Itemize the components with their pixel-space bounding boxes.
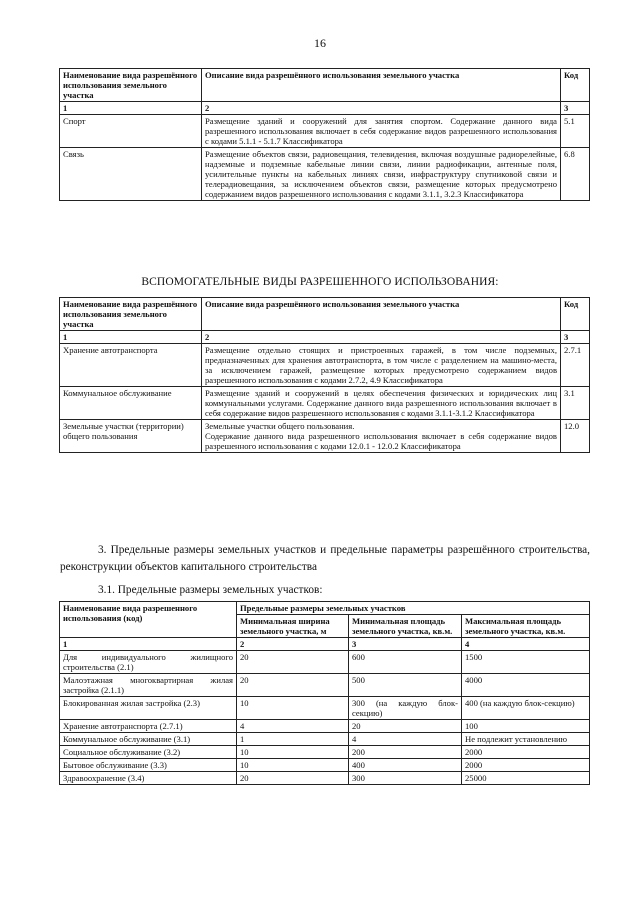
col-header-code: Код <box>561 298 590 331</box>
min-area: 500 <box>349 674 462 697</box>
col-header-group: Предельные размеры земельных участков <box>237 602 590 615</box>
use-code: 2.7.1 <box>561 344 590 387</box>
min-area: 200 <box>349 746 462 759</box>
col-number: 1 <box>60 638 237 651</box>
table-row <box>60 387 590 420</box>
col-header-code: Код <box>561 69 590 102</box>
col-header-name: Наименование вида разрешённого использования земельного участка <box>60 69 202 102</box>
col-header-name: Наименование вида разрешенного использования (код) <box>60 602 237 638</box>
use-name: Малоэтажная многоквартирная жилая застройка (2.1.1) <box>60 674 237 697</box>
min-area: 4 <box>349 733 462 746</box>
col-header-description: Описание вида разрешённого использования земельного участка <box>202 298 561 331</box>
max-area: 2000 <box>462 759 590 772</box>
auxiliary-uses-table <box>59 297 590 453</box>
table-row <box>60 733 590 746</box>
use-name: Коммунальное обслуживание (3.1) <box>60 733 237 746</box>
use-code: 12.0 <box>561 420 590 453</box>
table-row <box>60 697 590 720</box>
use-name: Для индивидуального жилищного строительства (2.1) <box>60 651 237 674</box>
table-row <box>60 674 590 697</box>
table-row <box>60 420 590 453</box>
section-3-1-paragraph: 3.1. Предельные размеры земельных участков: <box>98 584 323 596</box>
min-width: 10 <box>237 759 349 772</box>
min-width: 20 <box>237 651 349 674</box>
use-name: Блокированная жилая застройка (2.3) <box>60 697 237 720</box>
plot-size-limits-table <box>59 601 590 785</box>
use-name: Бытовое обслуживание (3.3) <box>60 759 237 772</box>
col-header-max-area: Максимальная площадь земельного участка, кв.м. <box>462 615 590 638</box>
use-name: Спорт <box>60 115 202 148</box>
use-name: Социальное обслуживание (3.2) <box>60 746 237 759</box>
table-row <box>60 148 590 201</box>
max-area: 2000 <box>462 746 590 759</box>
col-number: 4 <box>462 638 590 651</box>
col-header-min-area: Минимальная площадь земельного участка, кв.м. <box>349 615 462 638</box>
col-number: 3 <box>349 638 462 651</box>
col-header-name: Наименование вида разрешённого использования земельного участка <box>60 298 202 331</box>
max-area: 25000 <box>462 772 590 785</box>
col-header-description: Описание вида разрешённого использования земельного участка <box>202 69 561 102</box>
max-area: 4000 <box>462 674 590 697</box>
use-name: Хранение автотранспорта <box>60 344 202 387</box>
description-line: Содержание данного вида разрешенного использования включает в себя содержание видов разрешенного использования с кодами 12.0.1 - 12.0.2 Классификатора <box>205 431 557 451</box>
col-number: 3 <box>561 331 590 344</box>
section-3-paragraph: 3. Предельные размеры земельных участков и предельные параметры разрешённого строительства, реконструкции объектов капитального строительства <box>60 544 590 573</box>
auxiliary-uses-heading: ВСПОМОГАТЕЛЬНЫЕ ВИДЫ РАЗРЕШЕННОГО ИСПОЛЬЗОВАНИЯ: <box>141 276 499 288</box>
use-description: Размещение зданий и сооружений для занятия спортом. Содержание данного вида разрешенного использования включает в себя содержание видов разрешенного использования с кодами 5.1.1 - 5.1.7 Классификатора <box>202 115 561 148</box>
use-description: Размещение объектов связи, радиовещания, телевидения, включая воздушные радиорелейные, надземные и подземные кабельные линии связи, линии радиофикации, антенные поля, усилительные пункты на кабельных линиях связи, инфраструктуру спутниковой связи и телерадиовещания, за исключением объектов связи, размещение которых предусмотрено содержанием видов разрешенного использования с кодами 3.1.1, 3.2.3 Классификатора <box>202 148 561 201</box>
min-width: 10 <box>237 697 349 720</box>
table-row <box>60 720 590 733</box>
use-name: Хранение автотранспорта (2.7.1) <box>60 720 237 733</box>
table-row <box>60 772 590 785</box>
col-number: 2 <box>237 638 349 651</box>
col-header-min-width: Минимальная ширина земельного участка, м <box>237 615 349 638</box>
use-code: 6.8 <box>561 148 590 201</box>
use-description <box>202 420 561 453</box>
use-name: Здравоохранение (3.4) <box>60 772 237 785</box>
use-description: Размещение отдельно стоящих и пристроенных гаражей, в том числе подземных, предназначенных для хранения автотранспорта, в том числе с разделением на машино-места, за исключением гаражей, размещение которых предусмотрено содержанием видов разрешенного использования с кодами 2.7.2, 4.9 Классификатора <box>202 344 561 387</box>
use-code: 3.1 <box>561 387 590 420</box>
min-width: 1 <box>237 733 349 746</box>
col-number: 2 <box>202 102 561 115</box>
table-row <box>60 759 590 772</box>
col-number: 2 <box>202 331 561 344</box>
min-area: 300 <box>349 772 462 785</box>
min-area: 600 <box>349 651 462 674</box>
col-number: 3 <box>561 102 590 115</box>
table-row <box>60 344 590 387</box>
max-area: 400 (на каждую блок-секцию) <box>462 697 590 720</box>
use-name: Земельные участки (территории) общего пользования <box>60 420 202 453</box>
min-area: 20 <box>349 720 462 733</box>
min-area: 300 (на каждую блок-секцию) <box>349 697 462 720</box>
use-name: Коммунальное обслуживание <box>60 387 202 420</box>
min-width: 20 <box>237 674 349 697</box>
use-code: 5.1 <box>561 115 590 148</box>
max-area: 1500 <box>462 651 590 674</box>
min-area: 400 <box>349 759 462 772</box>
col-number: 1 <box>60 102 202 115</box>
table-row <box>60 651 590 674</box>
min-width: 4 <box>237 720 349 733</box>
main-uses-table <box>59 68 590 201</box>
min-width: 20 <box>237 772 349 785</box>
table-row <box>60 115 590 148</box>
max-area: Не подлежит установлению <box>462 733 590 746</box>
description-line: Земельные участки общего пользования. <box>205 421 355 431</box>
use-name: Связь <box>60 148 202 201</box>
min-width: 10 <box>237 746 349 759</box>
page-number: 16 <box>314 36 326 50</box>
table-row <box>60 746 590 759</box>
max-area: 100 <box>462 720 590 733</box>
col-number: 1 <box>60 331 202 344</box>
use-description: Размещение зданий и сооружений в целях обеспечения физических и юридических лиц коммунальными услугами. Содержание данного вида разрешенного использования включает в себя содержание видов разрешенного использования с кодами 3.1.1-3.1.2 Классификатора <box>202 387 561 420</box>
